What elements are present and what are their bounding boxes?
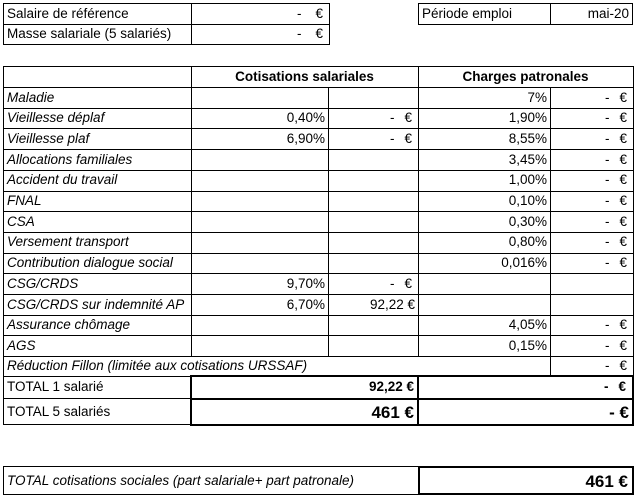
amount-text: - xyxy=(604,172,610,188)
employer-rate-csa[interactable]: 0,30% xyxy=(508,213,547,229)
employee-amount-accident-du-travail[interactable] xyxy=(329,170,418,191)
employer-rate-vieillesse-deplaf[interactable]: 1,90% xyxy=(508,110,547,126)
fillon-reduction-amount[interactable] xyxy=(550,356,633,376)
employee-rate-maladie[interactable] xyxy=(192,87,328,108)
total1-employer-text: - xyxy=(603,379,609,395)
total-five-employees-employee-share: 461 € xyxy=(371,402,414,422)
employer-amount-fnal[interactable] xyxy=(551,191,633,212)
row-label-versement-transport: Versement transport xyxy=(7,234,129,250)
employee-amount-ags[interactable] xyxy=(329,335,418,356)
employee-rate-csg-crds[interactable]: 9,70% xyxy=(286,275,325,291)
currency-symbol: € xyxy=(619,151,627,167)
row-label-assurance-chomage: Assurance chômage xyxy=(7,317,131,333)
employer-rate-maladie[interactable]: 7% xyxy=(527,89,547,105)
employer-amount-versement-transport[interactable] xyxy=(551,232,633,253)
payroll-mass-amount: - xyxy=(296,26,302,42)
currency-symbol: € xyxy=(404,130,412,146)
total-one-employee-employee-share: 92,22 € xyxy=(368,379,414,395)
employee-amount-csg-crds-sur-indemnite-ap[interactable]: 92,22 € xyxy=(369,296,415,312)
employee-rate-csa[interactable] xyxy=(192,211,328,232)
employee-rate-vieillesse-deplaf[interactable]: 0,40% xyxy=(286,110,325,126)
row-label-ags: AGS xyxy=(7,337,36,353)
amount-text: - xyxy=(604,130,610,146)
payroll-mass-value[interactable] xyxy=(191,24,329,44)
employer-amount-assurance-chomage[interactable] xyxy=(551,315,633,336)
currency-symbol: € xyxy=(619,255,627,271)
currency-symbol: € xyxy=(619,213,627,229)
currency-symbol: € xyxy=(404,275,412,291)
currency-symbol: € xyxy=(619,193,627,209)
currency-symbol: € xyxy=(619,337,627,353)
row-label-fnal: FNAL xyxy=(7,193,42,209)
employer-amount-vieillesse-plaf[interactable] xyxy=(551,128,633,149)
employer-amount-ags[interactable] xyxy=(551,335,633,356)
employee-amount-csa[interactable] xyxy=(329,211,418,232)
currency-symbol: € xyxy=(315,26,323,42)
total-five-employees-employer-share: - € xyxy=(609,402,629,422)
employer-rate-assurance-chomage[interactable]: 4,05% xyxy=(508,317,547,333)
total-one-employee-employer-share xyxy=(419,376,632,398)
reference-salary-amount: - xyxy=(296,6,302,22)
employment-period-label: Période emploi xyxy=(422,6,513,22)
employee-rate-vieillesse-plaf[interactable]: 6,90% xyxy=(286,130,325,146)
employer-rate-allocations-familiales[interactable]: 3,45% xyxy=(508,151,547,167)
employer-rate-csg-crds-sur-indemnite-ap[interactable] xyxy=(419,294,550,315)
amount-text: - xyxy=(604,317,610,333)
total-one-employee-label: TOTAL 1 salarié xyxy=(7,379,104,395)
employee-amount-vieillesse-plaf[interactable] xyxy=(329,128,418,149)
employer-rate-vieillesse-plaf[interactable]: 8,55% xyxy=(508,130,547,146)
employer-amount-vieillesse-deplaf[interactable] xyxy=(551,108,633,129)
employer-amount-csa[interactable] xyxy=(551,211,633,232)
amount-text: - xyxy=(604,110,610,126)
employee-rate-ags[interactable] xyxy=(192,335,328,356)
employer-amount-accident-du-travail[interactable] xyxy=(551,170,633,191)
employee-rate-allocations-familiales[interactable] xyxy=(192,149,328,170)
currency-symbol: € xyxy=(619,317,627,333)
employment-period-value[interactable]: mai-20 xyxy=(587,6,629,22)
employer-amount-contribution-dialogue-social[interactable] xyxy=(551,253,633,274)
employee-rate-fnal[interactable] xyxy=(192,191,328,212)
employee-amount-maladie[interactable] xyxy=(329,87,418,108)
employer-rate-fnal[interactable]: 0,10% xyxy=(508,193,547,209)
employee-amount-assurance-chomage[interactable] xyxy=(329,315,418,336)
employer-rate-versement-transport[interactable]: 0,80% xyxy=(508,234,547,250)
total-five-employees-label: TOTAL 5 salariés xyxy=(7,404,111,420)
employer-amount-csg-crds-sur-indemnite-ap[interactable] xyxy=(551,294,633,315)
payroll-mass-label: Masse salariale (5 salariés) xyxy=(7,26,172,42)
employer-rate-accident-du-travail[interactable]: 1,00% xyxy=(508,172,547,188)
employer-rate-ags[interactable]: 0,15% xyxy=(508,337,547,353)
header-employer-charges: Charges patronales xyxy=(462,68,589,84)
employer-amount-allocations-familiales[interactable] xyxy=(551,149,633,170)
amount-text: - xyxy=(604,193,610,209)
amount-text: - xyxy=(604,213,610,229)
reference-salary-value[interactable] xyxy=(191,4,329,24)
currency-symbol: € xyxy=(619,234,627,250)
employee-rate-assurance-chomage[interactable] xyxy=(192,315,328,336)
row-label-vieillesse-plaf: Vieillesse plaf xyxy=(7,130,90,146)
employee-rate-versement-transport[interactable] xyxy=(192,232,328,253)
employee-amount-versement-transport[interactable] xyxy=(329,232,418,253)
employer-rate-contribution-dialogue-social[interactable]: 0,016% xyxy=(501,255,547,271)
currency-symbol: € xyxy=(618,379,626,395)
employee-amount-vieillesse-deplaf[interactable] xyxy=(329,108,418,129)
amount-text: - xyxy=(604,151,610,167)
employee-rate-accident-du-travail[interactable] xyxy=(192,170,328,191)
currency-symbol: € xyxy=(619,89,627,105)
amount-text: - xyxy=(604,234,610,250)
row-label-csg-crds: CSG/CRDS xyxy=(7,275,79,291)
employer-rate-csg-crds[interactable] xyxy=(419,273,550,294)
currency-symbol: € xyxy=(619,110,627,126)
employee-amount-csg-crds[interactable] xyxy=(329,273,418,294)
amount-text: - xyxy=(604,255,610,271)
employee-amount-fnal[interactable] xyxy=(329,191,418,212)
currency-symbol: € xyxy=(619,358,627,374)
amount-text: - xyxy=(389,275,395,291)
grand-total-label: TOTAL cotisations sociales (part salariale+ part patronale) xyxy=(7,473,355,489)
fillon-amount-text: - xyxy=(604,358,610,374)
employee-rate-contribution-dialogue-social[interactable] xyxy=(192,253,328,274)
row-label-csg-crds-sur-indemnite-ap: CSG/CRDS sur indemnité AP xyxy=(7,296,185,312)
header-employee-contributions: Cotisations salariales xyxy=(235,68,374,84)
reference-salary-label: Salaire de référence xyxy=(7,6,129,22)
employee-amount-allocations-familiales[interactable] xyxy=(329,149,418,170)
amount-text: - xyxy=(604,337,610,353)
row-label-csa: CSA xyxy=(7,213,35,229)
employer-amount-maladie[interactable] xyxy=(551,87,633,108)
row-label-allocations-familiales: Allocations familiales xyxy=(7,151,133,167)
employer-amount-csg-crds[interactable] xyxy=(551,273,633,294)
amount-text: - xyxy=(389,130,395,146)
currency-symbol: € xyxy=(315,6,323,22)
amount-text: - xyxy=(389,110,395,126)
employee-rate-csg-crds-sur-indemnite-ap[interactable]: 6,70% xyxy=(286,296,325,312)
row-label-maladie: Maladie xyxy=(7,89,55,105)
grand-total-value: 461 € xyxy=(585,471,628,491)
row-label-vieillesse-deplaf: Vieillesse déplaf xyxy=(7,110,105,126)
fillon-reduction-label: Réduction Fillon (limitée aux cotisations URSSAF) xyxy=(7,358,308,374)
row-label-accident-du-travail: Accident du travail xyxy=(7,172,118,188)
currency-symbol: € xyxy=(619,130,627,146)
employee-amount-contribution-dialogue-social[interactable] xyxy=(329,253,418,274)
currency-symbol: € xyxy=(404,110,412,126)
amount-text: - xyxy=(604,89,610,105)
currency-symbol: € xyxy=(619,172,627,188)
row-label-contribution-dialogue-social: Contribution dialogue social xyxy=(7,255,173,271)
